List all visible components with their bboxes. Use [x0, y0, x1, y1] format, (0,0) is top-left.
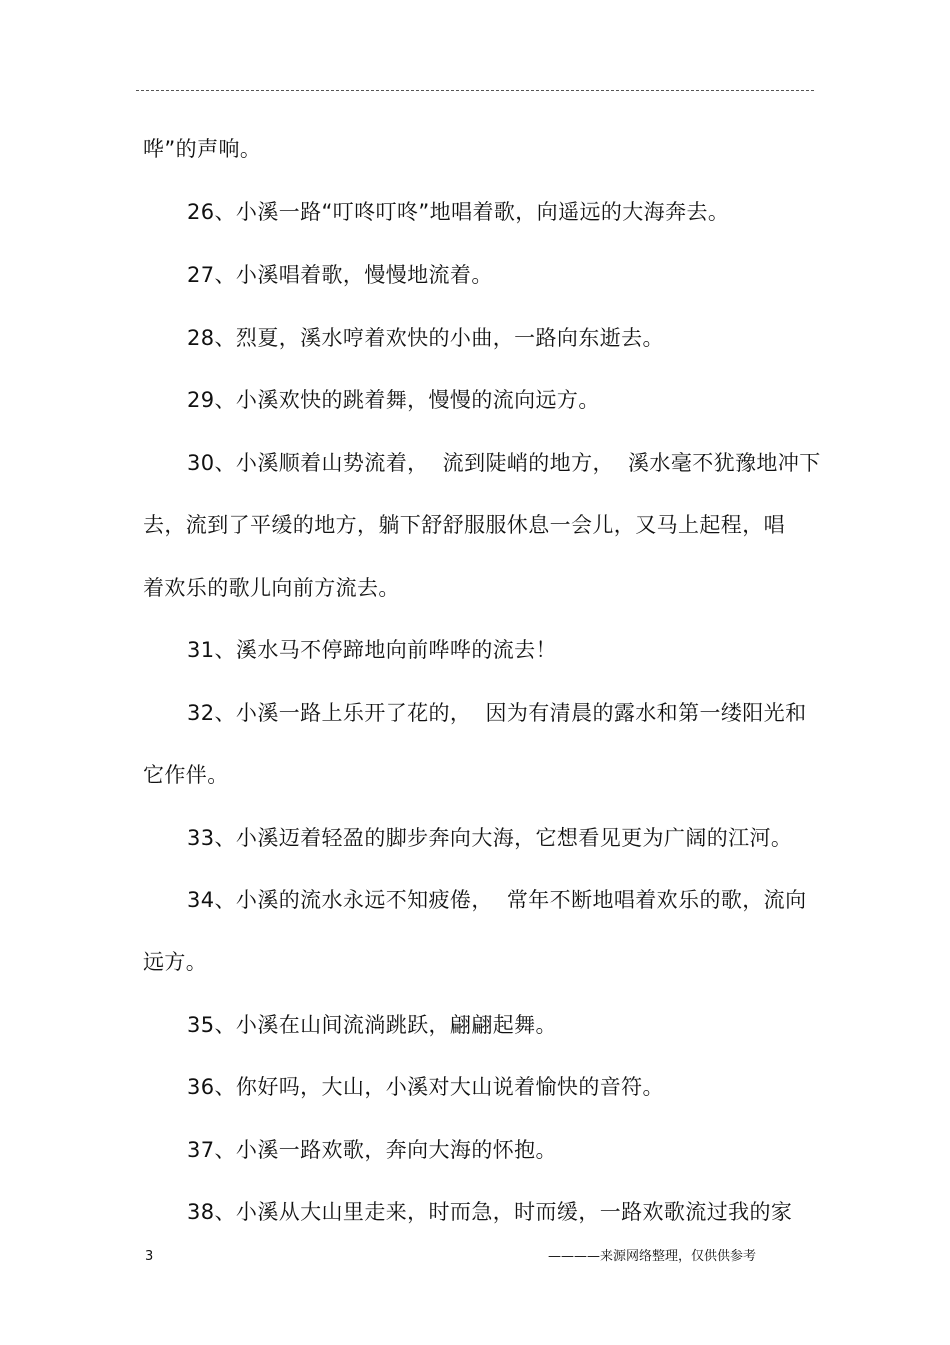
- text-line: 32、小溪一路上乐开了花的， 因为有清晨的露水和第一缕阳光和: [187, 701, 807, 725]
- text-line: 26、小溪一路“叮咚叮咚”地唱着歌，向遥远的大海奔去。: [187, 200, 730, 224]
- text-line: 28、烈夏，溪水哼着欢快的小曲，一路向东逝去。: [187, 326, 664, 350]
- text-line: 31、溪水马不停蹄地向前哗哗的流去！: [187, 638, 557, 662]
- text-line: 它作伴。: [143, 763, 229, 787]
- header-divider: [136, 90, 814, 91]
- text-line: 去，流到了平缓的地方，躺下舒舒服服休息一会儿，又马上起程，唱: [143, 513, 785, 537]
- text-line: 34、小溪的流水永远不知疲倦， 常年不断地唱着欢乐的歌，流向: [187, 888, 807, 912]
- text-line: 37、小溪一路欢歌，奔向大海的怀抱。: [187, 1138, 557, 1162]
- text-line: 38、小溪从大山里走来，时而急，时而缓，一路欢歌流过我的家: [187, 1200, 793, 1224]
- text-line: 哗”的声响。: [143, 137, 262, 161]
- page-number: 3: [145, 1249, 154, 1264]
- text-line: 30、小溪顺着山势流着， 流到陡峭的地方， 溪水毫不犹豫地冲下: [187, 451, 821, 475]
- text-line: 29、小溪欢快的跳着舞，慢慢的流向远方。: [187, 388, 600, 412]
- text-line: 35、小溪在山间流淌跳跃，翩翩起舞。: [187, 1013, 557, 1037]
- text-line: 33、小溪迈着轻盈的脚步奔向大海，它想看见更为广阔的江河。: [187, 826, 793, 850]
- footer-note: ————来源网络整理，仅供供参考: [548, 1249, 757, 1264]
- text-line: 远方。: [143, 950, 208, 974]
- text-line: 36、你好吗，大山，小溪对大山说着愉快的音符。: [187, 1075, 664, 1099]
- text-line: 27、小溪唱着歌，慢慢地流着。: [187, 263, 493, 287]
- text-line: 着欢乐的歌儿向前方流去。: [143, 576, 400, 600]
